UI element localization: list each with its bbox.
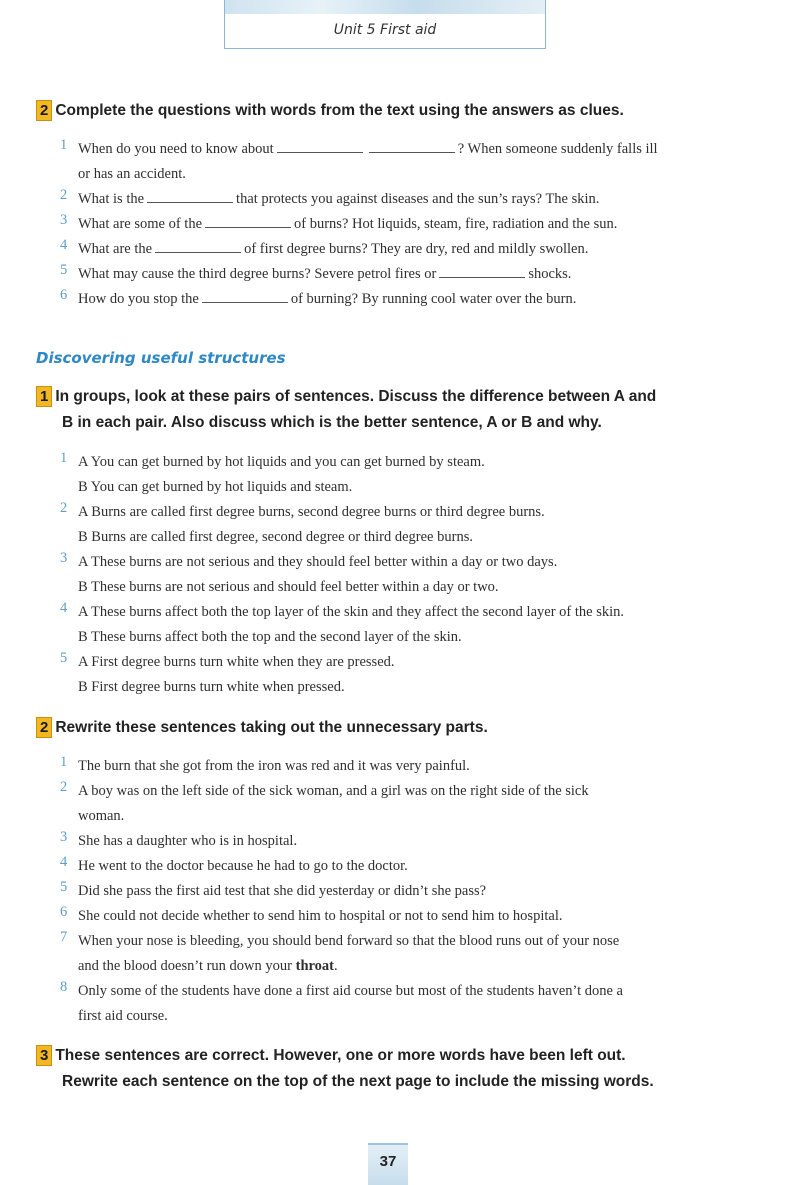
item-text: What are the xyxy=(78,241,153,257)
unit-title: Unit 5 First aid xyxy=(333,22,437,38)
bold-word: throat xyxy=(295,958,335,974)
answer-blank[interactable] xyxy=(147,190,233,203)
item-number: 1 xyxy=(60,137,68,153)
sentence-a: A You can get burned by hot liquids and you can get burned by steam. xyxy=(78,454,485,470)
sentence-a: A These burns affect both the top layer of the skin and they affect the second layer of the skin. xyxy=(78,604,625,620)
page-number: 37 xyxy=(379,1153,397,1170)
list-item xyxy=(58,904,758,929)
answer-blank[interactable] xyxy=(205,215,291,228)
item-number: 6 xyxy=(60,287,68,303)
section-title: Discovering useful structures xyxy=(36,349,286,367)
question-list xyxy=(58,137,758,312)
item-number: 6 xyxy=(60,904,68,920)
sentence-b: B You can get burned by hot liquids and steam. xyxy=(78,479,353,495)
item-number: 4 xyxy=(60,600,68,616)
list-item xyxy=(58,879,758,904)
list-item xyxy=(58,600,758,650)
list-item xyxy=(58,137,758,187)
list-item xyxy=(58,287,758,312)
list-item xyxy=(58,187,758,212)
item-text: woman. xyxy=(78,808,125,824)
list-item xyxy=(58,779,758,829)
item-text: What may cause the third degree burns? Severe petrol fires or xyxy=(78,266,437,282)
sentence-b: B Burns are called first degree, second degree or third degree burns. xyxy=(78,529,473,545)
item-number: 3 xyxy=(60,212,68,228)
sentence-b: B First degree burns turn white when pressed. xyxy=(78,679,345,695)
sentence-a: A Burns are called first degree burns, second degree burns or third degree burns. xyxy=(78,504,545,520)
structures-exercise-1-heading xyxy=(36,384,756,436)
sentence-pair-list xyxy=(58,450,758,700)
item-text: The burn that she got from the iron was red and it was very painful. xyxy=(78,758,470,774)
item-number: 5 xyxy=(60,650,68,666)
exercise-instruction: Complete the questions with words from the text using the answers as clues. xyxy=(55,102,624,119)
sentence-a: A These burns are not serious and they should feel better within a day or two days. xyxy=(78,554,558,570)
exercise-instruction: B in each pair. Also discuss which is the better sentence, A or B and why. xyxy=(62,414,602,431)
item-number: 5 xyxy=(60,879,68,895)
item-text: of burning? By running cool water over the burn. xyxy=(290,291,577,307)
item-text: What are some of the xyxy=(78,216,203,232)
item-text: What is the xyxy=(78,191,145,207)
item-text: that protects you against diseases and the sun’s rays? The skin. xyxy=(236,191,600,207)
item-text: She could not decide whether to send him to hospital or not to send him to hospital. xyxy=(78,908,563,924)
list-item xyxy=(58,854,758,879)
unit-header xyxy=(224,0,546,49)
list-item xyxy=(58,929,758,979)
list-item xyxy=(58,262,758,287)
list-item xyxy=(58,829,758,854)
item-number: 3 xyxy=(60,550,68,566)
answer-blank[interactable] xyxy=(155,240,241,253)
item-text: Only some of the students have done a first aid course but most of the students haven’t done a xyxy=(78,983,623,999)
list-item xyxy=(58,450,758,500)
list-item xyxy=(58,500,758,550)
item-text: Did she pass the first aid test that she did yesterday or didn’t she pass? xyxy=(78,883,487,899)
item-text: of burns? Hot liquids, steam, fire, radiation and the sun. xyxy=(294,216,618,232)
list-item xyxy=(58,754,758,779)
item-text: . xyxy=(334,958,338,974)
item-number: 2 xyxy=(60,187,68,203)
item-text: A boy was on the left side of the sick woman, and a girl was on the right side of the sick xyxy=(78,783,589,799)
item-text: ? When someone suddenly falls ill xyxy=(457,141,658,157)
sentence-a: A First degree burns turn white when they are pressed. xyxy=(78,654,395,670)
item-number: 4 xyxy=(60,237,68,253)
exercise-number-badge: 1 xyxy=(36,386,52,407)
exercise-number-badge: 2 xyxy=(36,717,52,738)
item-text: and the blood doesn’t run down your xyxy=(78,958,292,974)
list-item xyxy=(58,237,758,262)
exercise-instruction: Rewrite each sentence on the top of the next page to include the missing words. xyxy=(62,1073,654,1090)
structures-exercise-2-heading xyxy=(36,715,756,741)
list-item xyxy=(58,979,758,1029)
item-text: of first degree burns? They are dry, red and mildly swollen. xyxy=(244,241,589,257)
exercise-instruction: These sentences are correct. However, one or more words have been left out. xyxy=(55,1047,626,1064)
item-number: 5 xyxy=(60,262,68,278)
exercise-number-badge: 3 xyxy=(36,1045,52,1066)
item-text: shocks. xyxy=(528,266,572,282)
answer-blank[interactable] xyxy=(277,140,363,153)
item-number: 1 xyxy=(60,754,68,770)
header-decoration xyxy=(225,0,545,14)
exercise-instruction: In groups, look at these pairs of sentences. Discuss the difference between A and xyxy=(55,388,657,405)
list-item xyxy=(58,212,758,237)
item-text: How do you stop the xyxy=(78,291,199,307)
answer-blank[interactable] xyxy=(202,290,288,303)
exercise-2-heading xyxy=(36,98,756,124)
exercise-number-badge: 2 xyxy=(36,100,52,121)
item-number: 4 xyxy=(60,854,68,870)
list-item xyxy=(58,550,758,600)
sentence-b: B These burns affect both the top and the second layer of the skin. xyxy=(78,629,462,645)
list-item xyxy=(58,650,758,700)
answer-blank[interactable] xyxy=(369,140,455,153)
page-number-tab xyxy=(368,1143,408,1185)
item-text: He went to the doctor because he had to go to the doctor. xyxy=(78,858,408,874)
item-text: When your nose is bleeding, you should bend forward so that the blood runs out of your nose xyxy=(78,933,620,949)
item-number: 8 xyxy=(60,979,68,995)
item-text: or has an accident. xyxy=(78,166,186,182)
structures-exercise-3-heading xyxy=(36,1043,756,1095)
item-number: 2 xyxy=(60,779,68,795)
item-text: first aid course. xyxy=(78,1008,168,1024)
item-text: She has a daughter who is in hospital. xyxy=(78,833,298,849)
item-number: 2 xyxy=(60,500,68,516)
sentence-b: B These burns are not serious and should feel better within a day or two. xyxy=(78,579,499,595)
item-number: 7 xyxy=(60,929,68,945)
item-text: When do you need to know about xyxy=(78,141,274,157)
item-number: 3 xyxy=(60,829,68,845)
item-number: 1 xyxy=(60,450,68,466)
exercise-instruction: Rewrite these sentences taking out the unnecessary parts. xyxy=(55,719,488,736)
rewrite-list xyxy=(58,754,758,1029)
answer-blank[interactable] xyxy=(439,265,525,278)
